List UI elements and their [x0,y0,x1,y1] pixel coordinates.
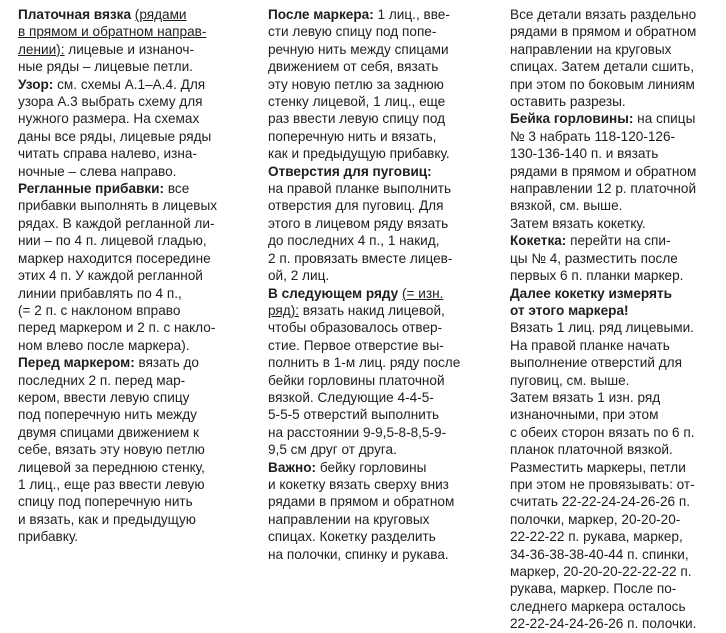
text-segment: 1 лиц., еще раз ввести левую [18,476,205,492]
bold-heading: Платочная вязка [18,7,132,22]
text-line [510,250,720,267]
text-segment: и кокетку вязать сверху вниз [268,476,449,492]
text-line [18,145,256,162]
text-line [510,267,720,284]
text-line [268,6,502,23]
text-line [18,285,256,302]
text-line [510,563,720,580]
text-line [510,23,720,40]
text-segment: при этом по боковым линиям [510,76,695,92]
text-segment: оставить разрезы. [510,94,626,110]
text-line [18,406,256,423]
text-segment: следнего маркера осталось [510,598,686,614]
text-line [18,128,256,145]
text-line [510,372,720,389]
text-line [510,580,720,597]
text-line [510,389,720,406]
text-line [268,285,502,302]
text-segment: полочки, маркер, 20-20-20- [510,511,681,527]
text-segment: этого в лицевом ряду вязать [268,215,449,231]
text-segment: перейти на спи- [566,233,671,249]
text-segment: маркер, 20-20-20-22-22-22 п. [510,564,692,579]
text-segment: Вязать 1 лиц. ряд лицевыми. [510,320,694,336]
text-line [268,528,502,545]
underlined-note: (рядами [134,7,187,22]
text-line [18,93,256,110]
text-segment: бейку горловины [316,459,427,475]
text-line [18,372,256,389]
text-column-2 [268,6,502,563]
text-segment: ночные – слева направо. [18,163,177,179]
text-line [510,319,720,336]
text-segment: рядами в прямом и обратном [510,24,697,40]
text-line [268,406,502,423]
text-segment: Затем вязать кокетку. [510,215,646,231]
text-line [510,145,720,162]
text-segment: планок платочной вязкой. [510,442,673,458]
text-segment: под поперечную нить между [18,407,197,423]
text-segment: рядами в прямом и обратном [510,163,697,179]
text-line [510,215,720,232]
text-segment: спицах. Кокетку разделить [268,529,436,545]
text-segment: № 3 набрать 118-120-126- [510,128,676,144]
text-segment: 9,5 см друг от друга. [268,442,397,458]
bold-heading: Кокетка: [510,233,567,249]
text-line [268,215,502,232]
text-line [268,546,502,563]
text-segment: ой, 2 лиц. [268,268,330,284]
text-segment: 130-136-140 п. и вязать [510,146,659,162]
text-line [268,232,502,249]
text-line [268,441,502,458]
text-segment: направлении 12 р. платочной [510,181,697,197]
text-segment: поперечную нить и вязать, [268,128,437,144]
text-segment: спицах. Затем детали сшить, [510,59,695,75]
text-line [18,215,256,232]
text-line [510,511,720,528]
text-segment: отверстия для пуговиц. Для [268,198,444,214]
text-line [268,424,502,441]
text-line [268,76,502,93]
text-line [18,319,256,336]
text-segment: пуговиц, см. выше. [510,372,630,388]
text-segment: 22-22-24-24-26-26 п. полочки. [510,616,697,632]
text-segment: кером, ввести левую спицу [18,389,190,405]
text-line [18,180,256,197]
text-line [18,110,256,127]
text-segment: стенку лицевой, 1 лиц., еще [268,94,446,110]
text-line [18,476,256,493]
text-segment: нии – по 4 п. лицевой гладью, [18,233,207,249]
text-segment: последних 2 п. перед мар- [18,372,186,388]
text-line [18,197,256,214]
text-segment: рукава, маркер. После по- [510,581,677,597]
text-line [268,476,502,493]
text-segment: речную нить между спицами [268,41,449,57]
text-line [510,58,720,75]
text-line [18,41,256,58]
text-line [510,180,720,197]
text-line [510,615,720,632]
text-segment: узора А.3 выбрать схему для [18,94,203,110]
bold-heading: Регланные прибавки: [18,181,165,197]
underlined-note: лении): [18,41,65,57]
text-line [18,250,256,267]
text-line [510,337,720,354]
bold-heading: После маркера: [268,7,374,22]
text-line [268,58,502,75]
text-segment: 2 п. провязать вместе лицев- [268,250,453,266]
text-segment: на расстоянии 9-9,5-8-8,5-9- [268,424,447,440]
text-line [510,302,720,319]
text-line [18,389,256,406]
text-line [268,41,502,58]
text-line [510,41,720,58]
bold-heading: Перед маркером: [18,355,135,371]
text-segment: движением от себя, вязать [268,59,439,75]
text-line [510,163,720,180]
text-segment: и вязать, как и предыдущую [18,511,196,527]
text-segment: прибавки выполнять в лицевых [18,198,218,214]
text-line [510,128,720,145]
text-segment: первых 6 п. планки маркер. [510,268,684,284]
bold-heading: от этого маркера! [510,302,629,318]
text-line [268,93,502,110]
text-segment: 34-36-38-38-40-44 п. спинки, [510,546,689,562]
text-segment: как и предыдущую прибавку. [268,146,450,162]
text-segment: ном влево после маркера). [18,337,190,353]
text-segment: считать 22-22-24-24-26-26 п. [510,494,691,510]
text-segment: на правой планке выполнить [268,181,452,197]
text-segment: этих 4 п. У каждой регланной [18,268,203,284]
text-line [18,163,256,180]
text-segment: выполнение отверстий для [510,355,682,371]
text-segment: 5-5-5 отверстий выполнить [268,407,440,423]
text-segment: двумя спицами движением к [18,424,199,440]
underlined-note: (= изн. [402,285,444,301]
text-line [268,354,502,371]
text-line [18,6,256,23]
text-segment: Разместить маркеры, петли [510,459,686,475]
text-segment: лицевые и изнаноч- [64,41,194,57]
text-line [18,459,256,476]
text-segment: полнить в 1-м лиц. ряду после [268,355,461,371]
text-line [510,424,720,441]
text-segment: рядами в прямом и обратном [268,494,455,510]
text-segment: с обеих сторон вязать по 6 п. [510,424,695,440]
text-segment: рядах. В каждой регланной ли- [18,215,215,231]
text-segment: спицу под поперечную нить [18,494,193,510]
text-line [18,528,256,545]
text-line [268,23,502,40]
text-line [268,110,502,127]
text-segment: На правой планке начать [510,337,670,353]
text-line [510,598,720,615]
text-segment: Затем вязать 1 изн. ряд [510,389,661,405]
text-segment: вязкой, см. выше. [510,198,623,214]
text-segment: бейки горловины платочной [268,372,445,388]
text-column-3 [510,6,720,633]
text-line [268,302,502,319]
text-line [268,511,502,528]
text-line [510,546,720,563]
text-line [268,389,502,406]
text-segment: при этом не провязывать: от- [510,476,695,492]
text-segment: ные ряды – лицевые петли. [18,59,193,75]
text-line [510,493,720,510]
text-segment: вязкой. Следующие 4-4-5- [268,389,434,405]
text-line [510,528,720,545]
text-segment: Все детали вязать раздельно [510,7,697,22]
text-line [18,232,256,249]
text-line [268,372,502,389]
text-line [268,459,502,476]
text-segment: эту новую петлю за заднюю [268,76,444,92]
text-line [18,511,256,528]
bold-heading: Далее кокетку измерять [510,285,672,301]
text-segment: читать справа налево, изна- [18,146,197,162]
text-segment: лицевой за переднюю стенку, [18,459,205,475]
text-line [510,406,720,423]
text-line [18,23,256,40]
text-line [18,441,256,458]
text-line [510,476,720,493]
text-line [510,232,720,249]
text-line [268,197,502,214]
text-line [268,128,502,145]
text-line [268,337,502,354]
bold-heading: Узор: [18,76,54,92]
text-line [510,459,720,476]
bold-heading: В следующем ряду [268,285,399,301]
text-line [510,285,720,302]
text-segment: на спицы [633,111,696,127]
text-line [18,493,256,510]
text-line [18,337,256,354]
text-line [268,267,502,284]
text-segment: перед маркером и 2 п. с накло- [18,320,216,336]
text-segment: вязать до [134,355,199,371]
text-line [18,76,256,93]
text-segment: 22-22-22 п. рукава, маркер, [510,529,683,545]
text-line [268,250,502,267]
text-segment: прибавку. [18,529,79,545]
text-segment: на полочки, спинку и рукава. [268,546,449,562]
text-segment: направлении на круговых [510,41,672,57]
text-segment: вязать накид лицевой, [299,302,445,318]
text-line [268,145,502,162]
text-column-1 [18,6,256,546]
underlined-note: в прямом и обратном направ- [18,24,207,40]
text-segment: все [164,181,190,197]
text-line [510,197,720,214]
text-line [510,110,720,127]
text-segment: 1 лиц., вве- [373,7,450,22]
text-line [268,319,502,336]
text-line [268,163,502,180]
text-line [510,93,720,110]
text-segment: маркер находится посередине [18,250,211,266]
bold-heading: Бейка горловины: [510,111,634,127]
text-segment: чтобы образовалось отвер- [268,320,443,336]
text-segment: стие. Первое отверстие вы- [268,337,444,353]
text-line [18,267,256,284]
text-segment: направлении на круговых [268,511,430,527]
text-segment: раз ввести левую спицу под [268,111,446,127]
text-segment: линии прибавлять по 4 п., [18,285,182,301]
text-segment: сти левую спицу под попе- [268,24,437,40]
text-line [18,302,256,319]
bold-heading: Отверстия для пуговиц: [268,163,432,179]
text-segment: цы № 4, разместить после [510,250,678,266]
text-line [510,354,720,371]
text-line [510,441,720,458]
text-segment: (= 2 п. с наклоном вправо [18,302,181,318]
text-line [18,354,256,371]
underlined-note: ряд): [268,302,300,318]
text-line [18,58,256,75]
text-line [18,424,256,441]
text-segment: до последних 4 п., 1 накид, [268,233,440,249]
text-segment: себе, вязать эту новую петлю [18,442,205,458]
text-segment: даны все ряды, лицевые ряды [18,128,212,144]
bold-heading: Важно: [268,459,317,475]
text-segment: см. схемы А.1–А.4. Для [53,76,206,92]
text-line [268,493,502,510]
text-segment: изнаночными, при этом [510,407,659,423]
text-line [510,76,720,93]
text-line [510,6,720,23]
text-line [268,180,502,197]
text-segment: нужного размера. На схемах [18,111,200,127]
